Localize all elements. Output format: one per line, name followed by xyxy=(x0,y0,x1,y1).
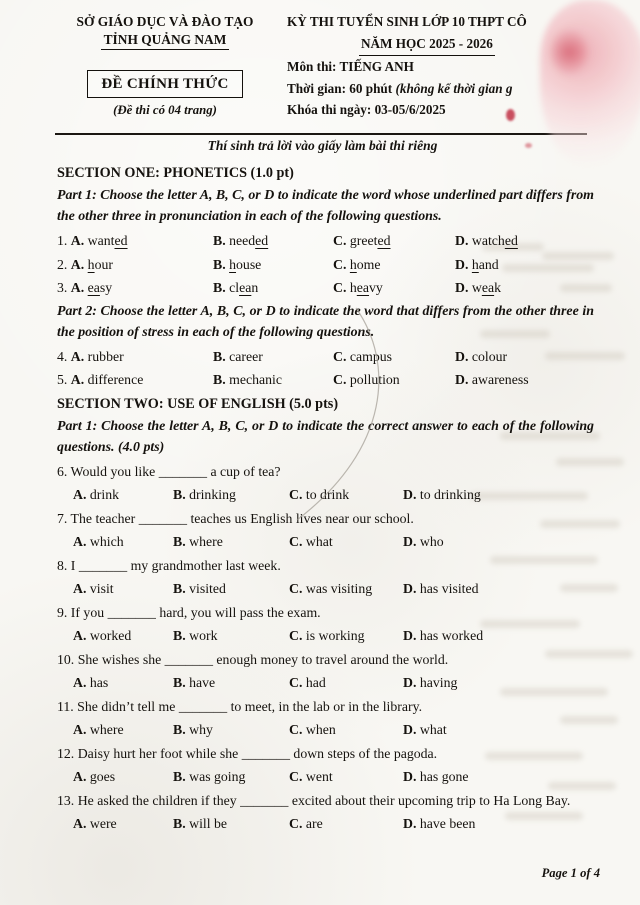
header-divider xyxy=(55,133,587,135)
option-text: mechanic xyxy=(229,372,282,387)
option-c xyxy=(289,671,403,695)
option-b xyxy=(213,229,333,253)
option-c xyxy=(289,624,403,648)
option-letter: D. xyxy=(403,534,417,549)
option-text: have been xyxy=(419,816,476,831)
option-a xyxy=(73,812,173,836)
option-a xyxy=(73,765,173,789)
option-letter: B. xyxy=(173,534,186,549)
option-text: where xyxy=(89,722,124,737)
option-letter: D. xyxy=(455,372,469,387)
option-b xyxy=(213,345,333,369)
option-c xyxy=(333,253,455,277)
pink-smudge xyxy=(540,0,640,164)
option-c xyxy=(333,229,455,253)
question-stem: 6. Would you like _______ a cup of tea? xyxy=(57,463,281,479)
option-letter: D. xyxy=(403,581,417,596)
option-text: were xyxy=(89,816,117,831)
question-options-row xyxy=(73,530,594,554)
option-letter: A. xyxy=(70,280,85,295)
question-stem: 12. Daisy hurt her foot while she _______ down steps of the pagoda. xyxy=(57,745,438,761)
question-options-row xyxy=(73,671,594,695)
option-a xyxy=(73,718,173,742)
candidate-notice: Thí sinh trả lời vào giấy làm bài thi riêng xyxy=(207,138,438,153)
option-letter: A. xyxy=(73,722,87,737)
option-text: hour xyxy=(87,256,113,272)
option-c xyxy=(333,368,455,392)
option-b xyxy=(173,671,289,695)
option-c xyxy=(289,483,403,507)
option-text: had xyxy=(305,675,326,690)
option-letter: A. xyxy=(70,256,85,272)
province-name: TỈNH QUẢNG NAM xyxy=(101,32,230,50)
question-options-row xyxy=(73,812,594,836)
option-text: went xyxy=(305,769,333,784)
option-a xyxy=(73,671,173,695)
option-letter: C. xyxy=(289,722,303,737)
option-text: colour xyxy=(471,348,508,364)
option-letter: A. xyxy=(70,233,85,248)
option-letter: C. xyxy=(333,256,347,272)
option-text: to drinking xyxy=(419,487,481,502)
option-text: was visiting xyxy=(305,581,373,596)
option-letter: D. xyxy=(403,628,417,643)
option-letter: B. xyxy=(213,256,226,272)
option-letter: D. xyxy=(403,487,417,502)
option-text: is working xyxy=(305,628,365,643)
option-c xyxy=(289,577,403,601)
option-c xyxy=(289,530,403,554)
option-letter: A. xyxy=(70,372,85,387)
option-b xyxy=(173,624,289,648)
option-text: will be xyxy=(189,816,228,831)
option-c xyxy=(333,276,455,300)
option-a xyxy=(73,577,173,601)
option-letter: D. xyxy=(455,233,469,248)
option-letter: C. xyxy=(289,628,303,643)
option-text: which xyxy=(89,534,124,549)
option-letter: C. xyxy=(333,372,347,387)
option-letter: D. xyxy=(455,280,469,295)
exam-date-line: Khóa thi ngày: 03-05/6/2025 xyxy=(287,102,446,117)
option-b xyxy=(213,276,333,300)
option-d xyxy=(403,577,594,601)
option-letter: B. xyxy=(173,722,186,737)
option-a: 3. A. easy xyxy=(57,280,113,295)
exam-body xyxy=(57,161,594,836)
official-exam-box: ĐỀ CHÍNH THỨC xyxy=(87,70,242,98)
option-letter: B. xyxy=(213,348,226,364)
option-c xyxy=(289,718,403,742)
pink-smudge-core xyxy=(551,30,587,74)
question-options-row xyxy=(73,577,594,601)
question-stem: 10. She wishes she _______ enough money to travel around the world. xyxy=(57,651,449,667)
subject-line: Môn thi: TIẾNG ANH xyxy=(287,59,414,74)
option-text: wanted xyxy=(87,233,128,248)
option-d xyxy=(403,718,594,742)
option-b xyxy=(173,577,289,601)
option-text: clean xyxy=(229,280,259,295)
option-d xyxy=(455,276,594,300)
option-text: home xyxy=(349,256,381,272)
option-letter: C. xyxy=(289,487,303,502)
option-b xyxy=(173,483,289,507)
option-b xyxy=(213,253,333,277)
question-stem: 7. The teacher _______ teaches us English lives near our school. xyxy=(57,510,414,526)
option-a xyxy=(73,483,173,507)
option-letter: D. xyxy=(403,769,417,784)
option-text: goes xyxy=(89,769,116,784)
section-title: SECTION ONE: PHONETICS (1.0 pt) xyxy=(57,165,294,181)
option-d xyxy=(455,253,594,277)
option-a xyxy=(73,624,173,648)
option-text: campus xyxy=(349,348,393,364)
option-d xyxy=(455,229,594,253)
option-letter: B. xyxy=(173,769,186,784)
option-text: drink xyxy=(89,487,119,502)
option-letter: C. xyxy=(289,769,303,784)
question-stem: 13. He asked the children if they _______ excited about their upcoming trip to Ha Long Bay. xyxy=(57,792,571,808)
section-title: SECTION TWO: USE OF ENGLISH (5.0 pts) xyxy=(57,395,339,412)
option-letter: A. xyxy=(73,816,87,831)
question-stem: 9. If you _______ hard, you will pass the exam. xyxy=(57,604,321,620)
option-text: heavy xyxy=(349,280,383,295)
option-d xyxy=(455,368,594,392)
option-letter: C. xyxy=(289,534,303,549)
school-year: NĂM HỌC 2025 - 2026 xyxy=(359,33,495,57)
option-d xyxy=(403,765,594,789)
option-text: has visited xyxy=(419,581,479,596)
pages-note: (Đề thi có 04 trang) xyxy=(113,103,217,117)
option-text: when xyxy=(305,722,336,737)
option-text: difference xyxy=(87,372,144,387)
option-text: are xyxy=(305,816,323,831)
department-name: SỞ GIÁO DỤC VÀ ĐÀO TẠO xyxy=(76,14,254,29)
question-row xyxy=(57,276,594,300)
option-text: has xyxy=(89,675,109,690)
option-text: was going xyxy=(189,769,246,784)
option-text: what xyxy=(305,534,333,549)
option-text: visited xyxy=(189,581,226,596)
option-letter: A. xyxy=(73,769,87,784)
option-d xyxy=(403,624,594,648)
option-text: weak xyxy=(471,280,501,295)
option-letter: B. xyxy=(173,675,186,690)
question-stem: 8. I _______ my grandmother last week. xyxy=(57,557,281,573)
option-a: 5. A. difference xyxy=(57,372,144,387)
option-text: work xyxy=(189,628,218,643)
option-letter: D. xyxy=(455,348,469,364)
option-letter: A. xyxy=(70,348,85,364)
time-note: (không kể thời gian g xyxy=(395,80,513,96)
time-label: Thời gian: 60 phút xyxy=(287,80,396,96)
option-letter: C. xyxy=(333,233,347,248)
option-letter: A. xyxy=(73,628,87,643)
option-d xyxy=(403,671,594,695)
option-text: where xyxy=(189,534,223,549)
header-left xyxy=(57,14,273,118)
question-options-row xyxy=(73,483,594,507)
option-letter: A. xyxy=(73,581,87,596)
option-letter: B. xyxy=(173,581,186,596)
option-text: rubber xyxy=(87,348,124,364)
option-text: who xyxy=(419,534,444,549)
option-text: has gone xyxy=(419,769,469,784)
option-letter: B. xyxy=(213,233,226,248)
option-letter: D. xyxy=(403,722,417,737)
option-b xyxy=(173,812,289,836)
option-letter: C. xyxy=(333,348,347,364)
option-letter: C. xyxy=(289,816,303,831)
option-letter: B. xyxy=(213,372,226,387)
option-text: visit xyxy=(89,581,114,596)
question-row xyxy=(57,229,594,253)
option-text: awareness xyxy=(471,372,529,387)
option-a: 2. A. hour xyxy=(57,256,113,272)
option-text: to drink xyxy=(305,487,350,502)
option-letter: B. xyxy=(173,487,186,502)
option-c xyxy=(289,765,403,789)
red-speck-mark xyxy=(525,143,532,148)
part-instruction: Part 1: Choose the letter A, B, C, or D to indicate the word whose underlined part differs from the other three in pronunciation in each of the following questions. xyxy=(57,188,594,224)
option-letter: C. xyxy=(289,675,303,690)
red-dot-mark xyxy=(506,109,515,121)
option-text: watched xyxy=(471,233,518,248)
option-letter: C. xyxy=(289,581,303,596)
option-text: worked xyxy=(89,628,132,643)
option-letter: C. xyxy=(333,280,347,295)
option-text: having xyxy=(419,675,458,690)
question-options-row xyxy=(73,765,594,789)
option-text: has worked xyxy=(419,628,484,643)
question-row xyxy=(57,345,594,369)
option-text: greeted xyxy=(349,233,391,248)
option-text: easy xyxy=(87,280,113,295)
option-b xyxy=(173,530,289,554)
part-instruction: Part 1: Choose the letter A, B, C, or D to indicate the correct answer to each of the following questions. (4.0 pts) xyxy=(57,418,594,455)
option-letter: A. xyxy=(73,487,87,502)
part-instruction: Part 2: Choose the letter A, B, C, or D to indicate the word that differs from the other three in the position of stress in each of the following questions. xyxy=(57,303,594,340)
option-letter: B. xyxy=(173,628,186,643)
option-letter: D. xyxy=(455,256,469,272)
question-options-row xyxy=(73,718,594,742)
option-a: 1. A. wanted xyxy=(57,233,128,248)
option-text: house xyxy=(229,256,262,272)
option-d xyxy=(455,345,594,369)
question-stem: 11. She didn’t tell me _______ to meet, in the lab or in the library. xyxy=(57,698,423,714)
option-text: have xyxy=(189,675,216,690)
question-row xyxy=(57,253,594,277)
option-letter: B. xyxy=(213,280,226,295)
option-text: needed xyxy=(229,233,269,248)
option-d xyxy=(403,812,594,836)
option-a: 4. A. rubber xyxy=(57,348,124,364)
option-letter: D. xyxy=(403,675,417,690)
option-a xyxy=(73,530,173,554)
option-text: why xyxy=(189,722,213,737)
option-c xyxy=(333,345,455,369)
option-letter: A. xyxy=(73,675,87,690)
option-letter: B. xyxy=(173,816,186,831)
option-b xyxy=(213,368,333,392)
option-text: pollution xyxy=(349,372,400,387)
option-text: what xyxy=(419,722,447,737)
option-text: hand xyxy=(471,256,499,272)
option-b xyxy=(173,765,289,789)
option-d xyxy=(403,483,594,507)
question-row xyxy=(57,368,594,392)
page-number: Page 1 of 4 xyxy=(541,866,600,880)
option-letter: A. xyxy=(73,534,87,549)
question-options-row xyxy=(73,624,594,648)
option-text: career xyxy=(229,348,263,364)
option-letter: D. xyxy=(403,816,417,831)
option-c xyxy=(289,812,403,836)
exam-title: KỲ THI TUYỂN SINH LỚP 10 THPT CÔ xyxy=(287,14,527,29)
option-text: drinking xyxy=(189,487,236,502)
option-b xyxy=(173,718,289,742)
option-d xyxy=(403,530,594,554)
